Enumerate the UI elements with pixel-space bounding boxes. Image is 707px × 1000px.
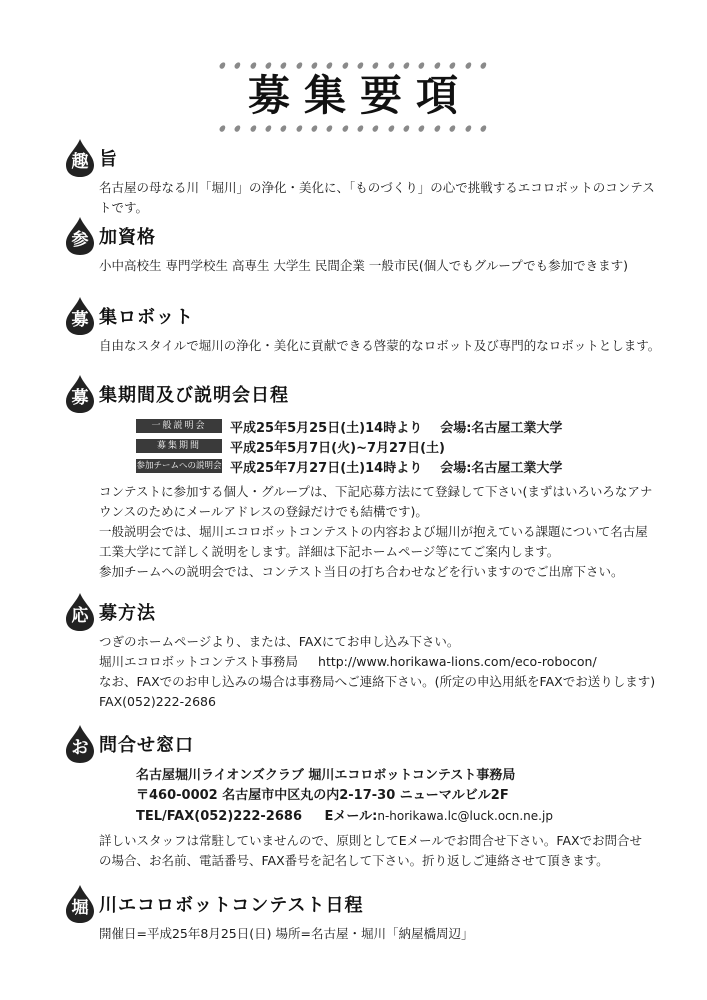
contact-tel-email xyxy=(136,806,664,827)
schedule-row xyxy=(136,436,664,456)
contact-telfax: TEL/FAX(052)222-2686 xyxy=(136,809,302,824)
water-drop-icon: 応 xyxy=(64,592,96,632)
section-text-line: 工業大学にて詳しく説明をします。詳細は下記ホームページ等にてご案内します。 xyxy=(99,544,560,559)
page-title: 募集要項 xyxy=(247,71,472,120)
section-text-line: つぎのホームページより、または、FAXにてお申し込み下さい。 xyxy=(99,634,460,649)
water-drop-icon: 参 xyxy=(64,216,96,256)
water-drop-icon: 募 xyxy=(64,296,96,336)
office-name: 堀川エコロボットコンテスト事務局 xyxy=(99,654,299,669)
section-title: 集期間及び説明会日程 xyxy=(99,385,289,406)
section-text-line: なお、FAXでのお申し込みの場合は事務局へご連絡下さい。(所定の申込用紙をFAXでお送りします) xyxy=(99,674,656,689)
contact-org: 名古屋堀川ライオンズクラブ 堀川エコロボットコンテスト事務局 xyxy=(136,768,516,783)
section-application xyxy=(64,592,664,712)
title-block xyxy=(218,62,488,132)
section-text-line: 詳しいスタッフは常駐していませんので、原則としてEメールでお問合せ下さい。FAXでお問合せ xyxy=(99,833,643,848)
section-text-line: コンテストに参加する個人・グループは、下記応募方法にて登録して下さい(まずはいろいろなアナ xyxy=(99,484,653,499)
section-text-line: 参加チームへの説明会では、コンテスト当日の打ち合わせなどを行いますのでご出席下さい。 xyxy=(99,564,624,579)
section-title: 旨 xyxy=(99,149,118,170)
schedule-row xyxy=(136,416,664,436)
section-period xyxy=(64,374,664,582)
schedule-date: 平成25年7月27日(土)14時より xyxy=(230,460,423,476)
section-text: 自由なスタイルで堀川の浄化・美化に貢献できる啓蒙的なロボット及び専門的なロボットとします。 xyxy=(99,338,661,353)
schedule-badge: 参加チームへの説明会 xyxy=(136,461,222,471)
section-contest-schedule xyxy=(64,884,664,944)
section-eligibility xyxy=(64,216,664,276)
schedule-badge: 一般説明会 xyxy=(136,419,222,433)
section-robot xyxy=(64,296,664,356)
section-text: 開催日=平成25年8月25日(日) 場所=名古屋・堀川「納屋橋周辺」 xyxy=(99,926,474,941)
schedule-date: 平成25年5月25日(土)14時より xyxy=(230,420,423,436)
schedule-table xyxy=(64,416,664,476)
section-title: 川エコロボットコンテスト日程 xyxy=(99,895,364,916)
schedule-date: 平成25年5月7日(火)~7月27日(土) xyxy=(230,440,445,456)
section-title: 問合せ窓口 xyxy=(99,735,194,756)
water-drop-icon: 募 xyxy=(64,374,96,414)
section-text: 小中高校生 専門学校生 高専生 大学生 民間企業 一般市民(個人でもグループでも参加できます) xyxy=(99,258,628,273)
title-decoration-top xyxy=(218,62,488,69)
section-text-line: 一般説明会では、堀川エコロボットコンテストの内容および堀川が抱えている課題について名古屋 xyxy=(99,524,648,539)
office-url-line xyxy=(99,652,664,672)
section-text: 名古屋の母なる川「堀川」の浄化・美化に、「ものづくり」の心で挑戦するエコロボットのコンテストです。 xyxy=(99,180,655,215)
section-title: 加資格 xyxy=(99,227,156,248)
water-drop-icon: 堀 xyxy=(64,884,96,924)
homepage-link[interactable]: http://www.horikawa-lions.com/eco-robocon/ xyxy=(318,654,597,669)
schedule-row xyxy=(136,456,664,476)
section-text-line: の場合、お名前、電話番号、FAX番号を記名して下さい。折り返しご連絡させて頂きます。 xyxy=(99,853,609,868)
water-drop-icon: お xyxy=(64,724,96,764)
title-decoration-bottom xyxy=(218,125,488,132)
section-purpose xyxy=(64,138,664,218)
section-text-line: ウンスのためにメールアドレスの登録だけでも結構です)。 xyxy=(99,504,428,519)
section-title: 募方法 xyxy=(99,603,156,624)
section-contact xyxy=(64,724,664,871)
schedule-badge: 募集期間 xyxy=(136,439,222,453)
fax-number: FAX(052)222-2686 xyxy=(99,694,216,709)
contact-address: 〒460-0002 名古屋市中区丸の内2-17-30 ニューマルビル2F xyxy=(136,788,509,803)
schedule-venue: 会場:名古屋工業大学 xyxy=(440,420,563,436)
email-label: Eメール: xyxy=(324,809,378,824)
section-title: 集ロボット xyxy=(99,307,194,328)
schedule-venue: 会場:名古屋工業大学 xyxy=(440,460,563,476)
water-drop-icon: 趣 xyxy=(64,138,96,178)
email-link[interactable]: n-horikawa.lc@luck.ocn.ne.jp xyxy=(377,809,553,823)
